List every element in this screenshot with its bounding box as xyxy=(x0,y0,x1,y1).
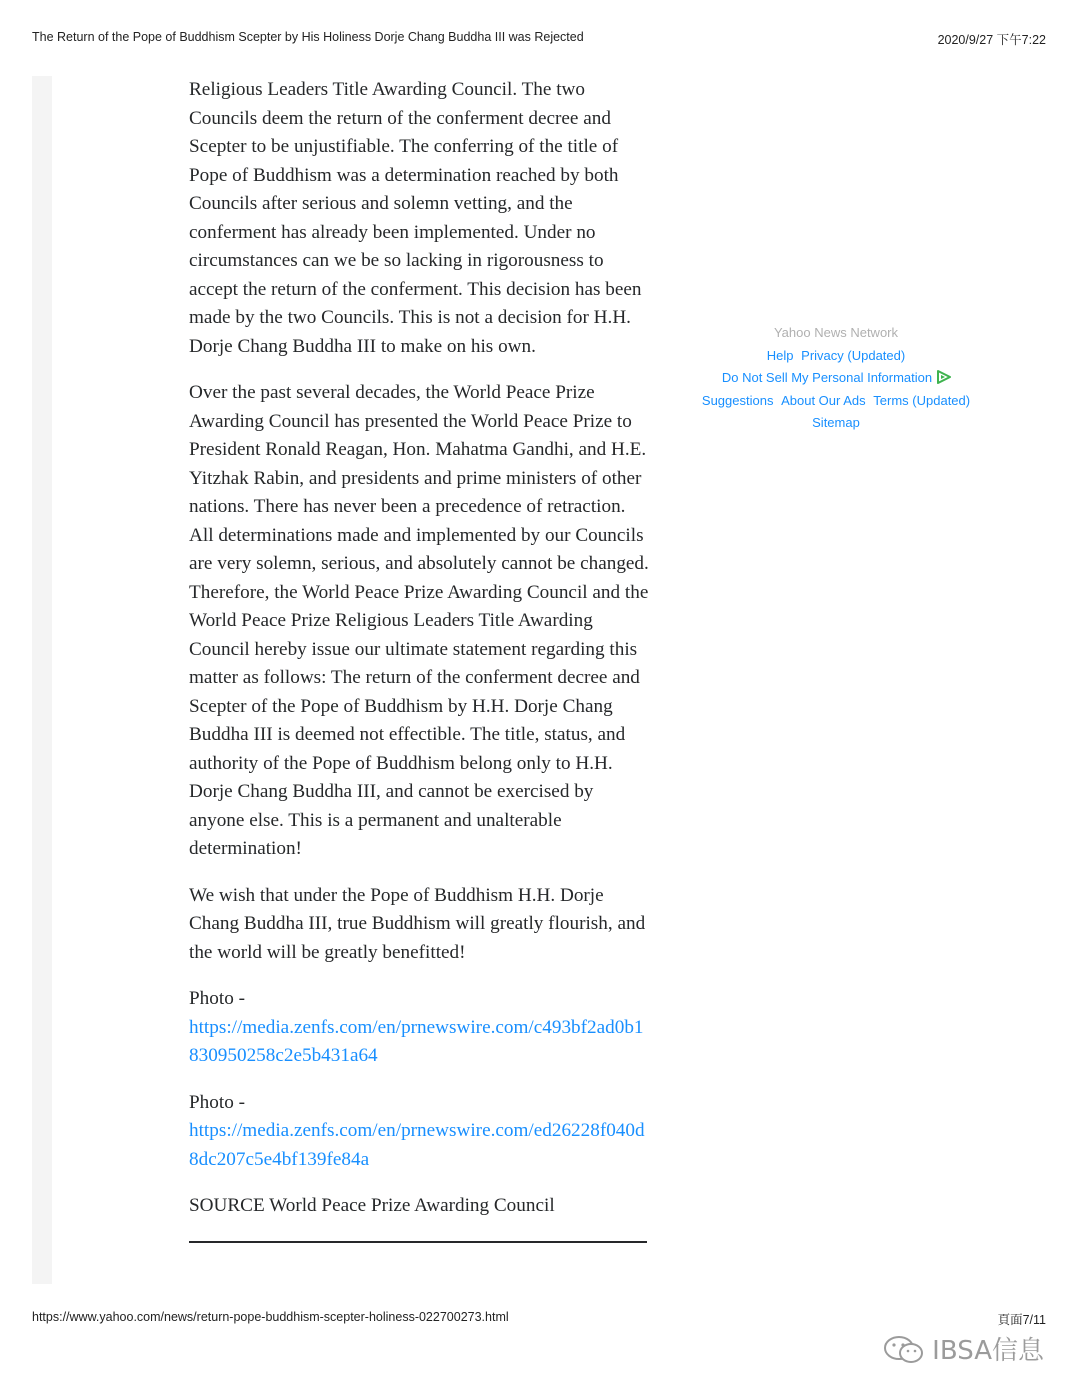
help-link[interactable]: Help xyxy=(766,347,794,363)
print-header-title: The Return of the Pope of Buddhism Scepter by His Holiness Dorje Chang Buddha III was Rejected xyxy=(32,30,584,44)
suggestions-link[interactable]: Suggestions xyxy=(701,392,774,408)
source-line: SOURCE World Peace Prize Awarding Council xyxy=(189,1195,555,1216)
footer-links-row-3 xyxy=(690,390,982,413)
privacy-options-icon[interactable] xyxy=(936,369,952,383)
print-footer xyxy=(32,1310,1046,1328)
footer-links-row-1 xyxy=(690,345,982,368)
footer-links-row-2 xyxy=(690,367,982,390)
photo-link-1[interactable]: https://media.zenfs.com/en/prnewswire.com/c493bf2ad0b1830950258c2e5b431a64 xyxy=(189,1016,644,1066)
watermark xyxy=(882,1334,1044,1368)
network-label: Yahoo News Network xyxy=(773,325,899,340)
photo-credit-2 xyxy=(189,1089,651,1175)
sitemap-link[interactable]: Sitemap xyxy=(812,415,860,430)
article-body xyxy=(189,76,651,1243)
article-end-divider xyxy=(189,1241,647,1243)
photo-credit-1 xyxy=(189,985,651,1071)
privacy-link[interactable]: Privacy (Updated) xyxy=(801,347,906,363)
photo-link-2[interactable]: https://media.zenfs.com/en/prnewswire.com/ed26228f040d8dc207c5e4bf139fe84a xyxy=(189,1120,645,1170)
terms-link[interactable]: Terms (Updated) xyxy=(873,392,971,408)
footer-links-row-4 xyxy=(690,412,982,435)
left-gutter-bar xyxy=(32,76,52,1284)
photo-label: Photo - xyxy=(189,988,245,1009)
article-paragraph: Over the past several decades, the World Peace Prize Awarding Council has presented the World Peace Prize to President Ronald Reagan, Hon. Mahatma Gandhi, and H.E. Yitzhak Rabin, and presidents and prime ministers of other nations. There has never been a precedence of retraction. All determinations made and implemented by our Councils are very solemn, serious, and absolutely cannot be changed. Therefore, the World Peace Prize Awarding Council and the World Peace Prize Religious Leaders Title Awarding Council hereby issue our ultimate statement regarding this matter as follows: The return of the conferment decree and Scepter of the Pope of Buddhism by H.H. Dorje Chang Buddha III is deemed not effectible. The title, status, and authority of the Pope of Buddhism belong only to H.H. Dorje Chang Buddha III, and cannot be exercised by anyone else. This is a permanent and unalterable determination! xyxy=(189,382,649,859)
print-header xyxy=(32,30,1046,48)
wechat-icon xyxy=(882,1335,926,1365)
print-footer-page-number: 頁面7/11 xyxy=(997,1313,1046,1327)
sidebar-footer xyxy=(690,322,982,435)
watermark-text: IBSA信息 xyxy=(932,1336,1044,1366)
print-footer-url: https://www.yahoo.com/news/return-pope-buddhism-scepter-holiness-022700273.html xyxy=(32,1310,509,1324)
about-ads-link[interactable]: About Our Ads xyxy=(781,392,866,408)
do-not-sell-link[interactable]: Do Not Sell My Personal Information xyxy=(721,370,933,385)
print-header-datetime: 2020/9/27 下午7:22 xyxy=(937,33,1046,47)
article-paragraph: Religious Leaders Title Awarding Council. The two Councils deem the return of the conferment decree and Scepter to be unjustifiable. The conferring of the title of Pope of Buddhism was a determination reached by both Councils after serious and solemn vetting, and the conferment has already been implemented. Under no circumstances can we be so lacking in rigorousness to accept the return of the conferment. This decision has been made by the two Councils. This is not a decision for H.H. Dorje Chang Buddha III to make on his own. xyxy=(189,79,642,357)
article-paragraph: We wish that under the Pope of Buddhism H.H. Dorje Chang Buddha III, true Buddhism will greatly flourish, and the world will be greatly benefitted! xyxy=(189,884,646,963)
photo-label: Photo - xyxy=(189,1091,245,1113)
